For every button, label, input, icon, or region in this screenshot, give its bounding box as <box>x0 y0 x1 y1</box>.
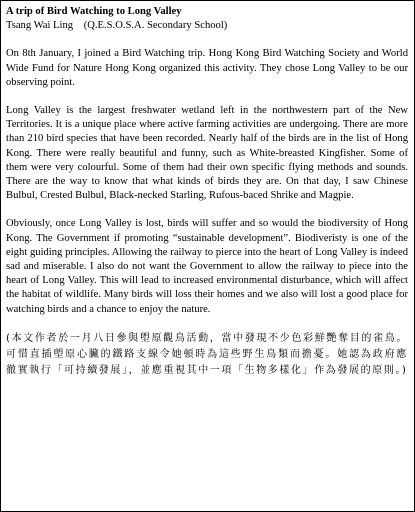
paragraph-conclusion: Obviously, once Long Valley is lost, birds will suffer and so would the biodiversity of Hong Kong. The Government if promoting “sustainable development”. Biodiveristy is one of the eight guiding principles. Allowing the railway to pierce into the heart of Long Valley is indeed sad and miserable. I also do not want the Government to allow the railway to piece into the heart of Long Valley. This will lead to increased environmental disturbance, which will affect the habitat of wildlife. Many birds will loss their homes and we also will lost a good place for watching birds and a chance to enjoy the nature. <box>6 218 408 315</box>
paragraph-intro: On 8th January, I joined a Bird Watching trip. Hong Kong Bird Watching Society and World Wide Fund for Nature Hong Kong organized this activity. They chose Long Valley to be our observing point. <box>6 48 408 88</box>
author-line <box>6 19 408 33</box>
paragraph-long-valley: Long Valley is the largest freshwater wetland left in the northwestern part of the New Territories. It is a unique place where active farming activities are undergoing. There are more than 210 bird species that have been recorded. Nearly half of the birds are in the list of Hong Kong. There were really beautiful and funny, such as White-breasted Kingfisher. Some of them were very colourful. Some of them had their own specific flying methods and sounds. There are the way to know that what kinds of birds they are. On that day, I saw Chinese Bulbul, Crested Bulbul, Black-necked Starling, Rufous-baced Shrike and Magpie. <box>6 105 408 202</box>
author-name: Tsang Wai Ling <box>6 20 74 32</box>
chinese-summary: (本文作者於一月八日參與塱原觀鳥活動，當中發現不少色彩鮮艷奪目的雀鳥。可惜直插塱原心臟的鐵路支線令她頓時為這些野生鳥類而擔憂。她認為政府應徹實執行「可持續發展」，並應重視其中一項「生物多樣化」作為發展的原則。) <box>6 332 408 376</box>
article-title: A trip of Bird Watching to Long Valley <box>6 6 182 17</box>
author-school: (Q.E.S.O.S.A. Secondary School) <box>83 20 228 32</box>
